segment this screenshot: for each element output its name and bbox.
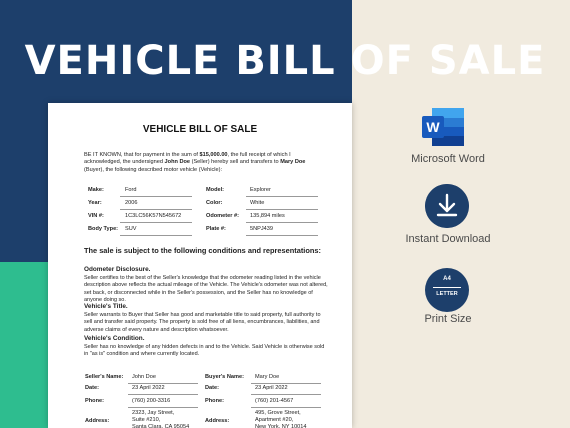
- condition-section-title: Vehicle's Condition.: [84, 335, 145, 342]
- conditions-heading: The sale is subject to the following conditions and representations:: [84, 246, 321, 255]
- microsoft-word-icon: [422, 108, 464, 146]
- badge-divider: [433, 287, 461, 288]
- make-label: Make:: [88, 187, 104, 193]
- make-value: Ford: [125, 187, 137, 193]
- intro-text: , the full receipt of which I acknowledged, the undersigned: [84, 152, 291, 166]
- vin-value: 1C3LC56K57N545672: [125, 213, 182, 219]
- instant-download-label: Instant Download: [405, 233, 491, 245]
- buyer-name-label: Buyer's Name:: [205, 374, 244, 380]
- year-value: 2006: [125, 200, 138, 206]
- plate-label: Plate #:: [206, 226, 226, 232]
- a4-badge-text: A4: [443, 276, 451, 282]
- field-underline: [128, 394, 198, 395]
- buyer-phone-value: (760) 201-4567: [255, 398, 294, 404]
- seller-date-value: 23 April 2022: [132, 385, 165, 391]
- seller-phone-value: (760) 200-3316: [132, 398, 171, 404]
- seller-name-value: John Doe: [132, 374, 156, 380]
- buyer-name-inline: Mary Doe: [280, 159, 306, 166]
- field-underline: [128, 383, 198, 384]
- document-conditions-layer: [48, 103, 352, 428]
- intro-text: (Seller) hereby sell and transfers to: [190, 159, 281, 166]
- microsoft-word-label: Microsoft Word: [411, 153, 485, 165]
- seller-name-label: Seller's Name:: [85, 374, 124, 380]
- svg-text:W: W: [426, 119, 440, 135]
- odometer-label: Odometer #:: [206, 213, 239, 219]
- seller-address-line: Santa Clara, CA 95054: [132, 424, 190, 428]
- model-value: Explorer: [250, 187, 271, 193]
- seller-address-label: Address:: [85, 418, 110, 424]
- buyer-name-value: Mary Doe: [255, 374, 280, 380]
- buyer-date-value: 23 April 2022: [255, 385, 288, 391]
- year-label: Year:: [88, 200, 102, 206]
- print-size-icon: [425, 268, 469, 312]
- intro-text: (Buyer), the following described motor vehicle (Vehicle):: [84, 166, 223, 173]
- odometer-section-title: Odometer Disclosure.: [84, 266, 151, 273]
- buyer-address-line: New York, NY 10014: [255, 424, 307, 428]
- field-underline: [251, 383, 321, 384]
- model-label: Model:: [206, 187, 225, 193]
- odometer-section-body: Seller certifies to the best of the Seller's knowledge that the odometer reading listed in the vehicle description above reflects the actual mileage of the Vehicle. The Vehicle's odometer was not altered, set back, or disconnected while in the Seller's possession, and the Seller has no knowledge of anyone doing so.: [84, 275, 328, 303]
- seller-address-line: 2323, Jay Street,: [132, 410, 175, 416]
- body-type-value: SUV: [125, 226, 137, 232]
- print-size-label: Print Size: [424, 313, 472, 325]
- buyer-date-label: Date:: [205, 385, 219, 391]
- buyer-phone-label: Phone:: [205, 398, 224, 404]
- seller-address-line: Suite #210,: [132, 417, 161, 423]
- buyer-address-line: 495, Grove Street,: [255, 410, 301, 416]
- field-underline: [251, 394, 321, 395]
- buyer-address-line: Apartment #20,: [255, 417, 294, 423]
- vin-label: VIN #:: [88, 213, 104, 219]
- seller-name-inline: John Doe: [164, 159, 191, 166]
- condition-section-body: Seller has no knowledge of any hidden defects in and to the Vehicle. Said Vehicle is otherwise sold in "as is" condition and where currently located.: [84, 344, 325, 358]
- title-section-body: Seller warrants to Buyer that Seller has good and marketable title to said property, full authority to sell and transfer said property. The property is sold free of all liens, encumbrances, liabilities, and adverse claims of every nature and description whatsoever.: [84, 312, 321, 333]
- buyer-address-label: Address:: [205, 418, 230, 424]
- seller-date-label: Date:: [85, 385, 99, 391]
- color-value: White: [250, 200, 265, 206]
- body-type-label: Body Type:: [88, 226, 119, 232]
- document-title: VEHICLE BILL OF SALE: [142, 124, 258, 135]
- field-underline: [128, 407, 198, 408]
- sale-amount: $15,000.00: [199, 152, 228, 158]
- field-underline: [251, 407, 321, 408]
- color-label: Color:: [206, 200, 223, 206]
- download-icon: [425, 184, 469, 228]
- intro-text: BE IT KNOWN, that for payment in the sum of: [84, 152, 200, 158]
- title-section-title: Vehicle's Title.: [84, 303, 128, 310]
- letter-badge-text: LETTER: [436, 291, 458, 297]
- odometer-value: 135,894 miles: [250, 213, 285, 219]
- plate-value: 5NPJ439: [250, 226, 274, 232]
- seller-phone-label: Phone:: [85, 398, 104, 404]
- banner-title: VEHICLE BILL OF SALE: [24, 38, 546, 84]
